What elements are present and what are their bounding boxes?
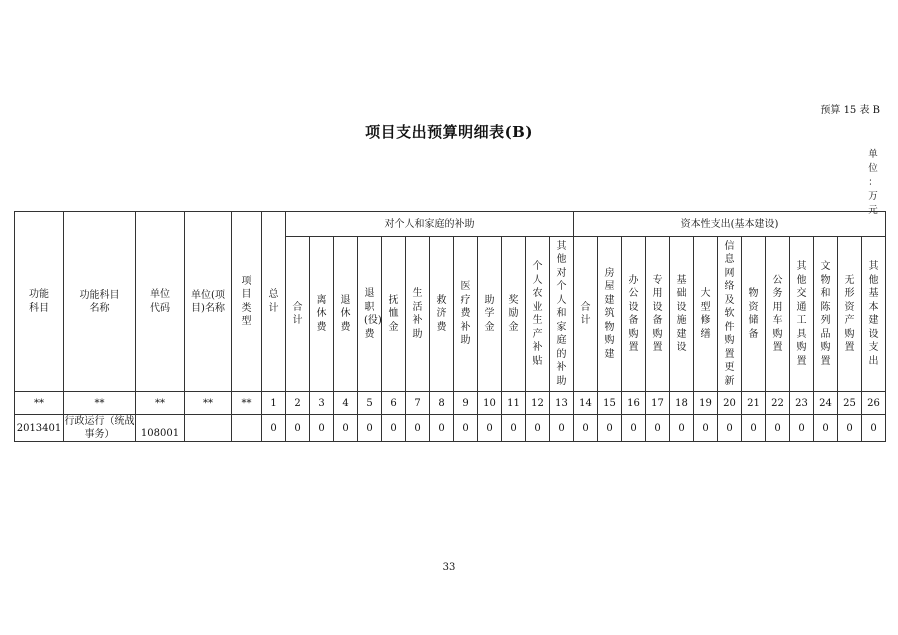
cell-value: 0 <box>526 415 550 442</box>
index-star-cell: ** <box>64 392 136 415</box>
index-number-cell: 6 <box>382 392 406 415</box>
index-star-cell: ** <box>232 392 262 415</box>
cell-value: 0 <box>550 415 574 442</box>
index-number-cell: 20 <box>718 392 742 415</box>
index-number-cell: 10 <box>478 392 502 415</box>
unit-char: 单 <box>868 149 878 160</box>
cell-value: 0 <box>622 415 646 442</box>
unit-char: 元 <box>868 205 878 216</box>
cell-unit-code: 108001 <box>136 415 185 442</box>
index-star-cell: ** <box>136 392 185 415</box>
header-capital-col: 文物和陈列品购置 <box>814 237 838 392</box>
header-personal-col: 救济费 <box>430 237 454 392</box>
header-personal-col: 退休费 <box>334 237 358 392</box>
header-personal-col: 退职(役)费 <box>358 237 382 392</box>
header-capital-col: 公务用车购置 <box>766 237 790 392</box>
cell-value: 0 <box>694 415 718 442</box>
cell-value: 0 <box>262 415 286 442</box>
cell-value: 0 <box>478 415 502 442</box>
header-personal-col: 生活补助 <box>406 237 430 392</box>
index-number-cell: 24 <box>814 392 838 415</box>
header-capital-col: 无形资产购置 <box>838 237 862 392</box>
index-number-cell: 11 <box>502 392 526 415</box>
cell-value: 0 <box>406 415 430 442</box>
header-personal-col: 个人农业生产补贴 <box>526 237 550 392</box>
index-number-cell: 26 <box>862 392 886 415</box>
header-unit-name: 单位(项目)名称 <box>185 212 232 392</box>
form-code: 预算 15 表 B <box>820 105 880 116</box>
header-capital-col: 信息网络及软件购置更新 <box>718 237 742 392</box>
page-title: 项目支出预算明细表(B) <box>365 123 533 141</box>
index-number-cell: 4 <box>334 392 358 415</box>
cell-value: 0 <box>742 415 766 442</box>
cell-unit-name <box>185 415 232 442</box>
unit-char: 万 <box>868 191 878 202</box>
index-star-cell: ** <box>15 392 64 415</box>
header-group-personal: 对个人和家庭的补助 <box>286 212 574 237</box>
unit-char: ： <box>868 177 878 188</box>
index-number-cell: 3 <box>310 392 334 415</box>
header-capital-col: 其他基本建设支出 <box>862 237 886 392</box>
cell-value: 0 <box>790 415 814 442</box>
cell-value: 0 <box>670 415 694 442</box>
header-total: 总计 <box>262 212 286 392</box>
cell-value: 0 <box>814 415 838 442</box>
unit-char: 位 <box>868 163 878 174</box>
index-number-cell: 19 <box>694 392 718 415</box>
cell-value: 0 <box>310 415 334 442</box>
index-number-cell: 8 <box>430 392 454 415</box>
index-number-cell: 1 <box>262 392 286 415</box>
header-personal-col: 抚恤金 <box>382 237 406 392</box>
header-capital-col: 大型修缮 <box>694 237 718 392</box>
header-capital-col: 其他交通工具购置 <box>790 237 814 392</box>
cell-func-code: 2013401 <box>15 415 64 442</box>
cell-value: 0 <box>358 415 382 442</box>
index-number-cell: 14 <box>574 392 598 415</box>
index-number-cell: 15 <box>598 392 622 415</box>
header-capital-col: 房屋建筑物购建 <box>598 237 622 392</box>
header-func-code: 功能科目 <box>15 212 64 392</box>
cell-value: 0 <box>838 415 862 442</box>
cell-value: 0 <box>718 415 742 442</box>
cell-value: 0 <box>574 415 598 442</box>
header-personal-col: 离休费 <box>310 237 334 392</box>
index-number-cell: 5 <box>358 392 382 415</box>
header-project-type: 项目类型 <box>232 212 262 392</box>
page-number: 33 <box>442 562 456 573</box>
header-personal-col: 医疗费补助 <box>454 237 478 392</box>
index-number-cell: 2 <box>286 392 310 415</box>
index-row <box>15 392 886 415</box>
index-number-cell: 21 <box>742 392 766 415</box>
index-number-cell: 22 <box>766 392 790 415</box>
cell-project-type <box>232 415 262 442</box>
header-unit-code: 单位代码 <box>136 212 185 392</box>
index-star-cell: ** <box>185 392 232 415</box>
cell-value: 0 <box>454 415 478 442</box>
cell-value: 0 <box>598 415 622 442</box>
unit-note <box>866 148 880 218</box>
cell-value: 0 <box>646 415 670 442</box>
header-personal-col: 助学金 <box>478 237 502 392</box>
index-number-cell: 23 <box>790 392 814 415</box>
header-personal-col: 合计 <box>286 237 310 392</box>
header-group-capital: 资本性支出(基本建设) <box>574 212 886 237</box>
header-capital-col: 基础设施建设 <box>670 237 694 392</box>
header-capital-col: 专用设备购置 <box>646 237 670 392</box>
index-number-cell: 16 <box>622 392 646 415</box>
cell-value: 0 <box>286 415 310 442</box>
header-func-name: 功能科目名称 <box>64 212 136 392</box>
index-number-cell: 17 <box>646 392 670 415</box>
cell-value: 0 <box>502 415 526 442</box>
index-number-cell: 12 <box>526 392 550 415</box>
cell-func-name: 行政运行（统战事务） <box>64 416 135 440</box>
table-row <box>15 415 886 442</box>
index-number-cell: 9 <box>454 392 478 415</box>
cell-value: 0 <box>766 415 790 442</box>
cell-value: 0 <box>334 415 358 442</box>
cell-value: 0 <box>430 415 454 442</box>
index-number-cell: 13 <box>550 392 574 415</box>
header-row-groups <box>15 212 886 237</box>
header-capital-col: 办公设备购置 <box>622 237 646 392</box>
index-number-cell: 7 <box>406 392 430 415</box>
cell-value: 0 <box>382 415 406 442</box>
index-number-cell: 25 <box>838 392 862 415</box>
budget-table <box>14 211 886 442</box>
header-capital-col: 合计 <box>574 237 598 392</box>
index-number-cell: 18 <box>670 392 694 415</box>
header-personal-col: 奖励金 <box>502 237 526 392</box>
header-personal-col: 其他对个人和家庭的补助 <box>550 237 574 392</box>
cell-value: 0 <box>862 415 886 442</box>
header-capital-col: 物资储备 <box>742 237 766 392</box>
